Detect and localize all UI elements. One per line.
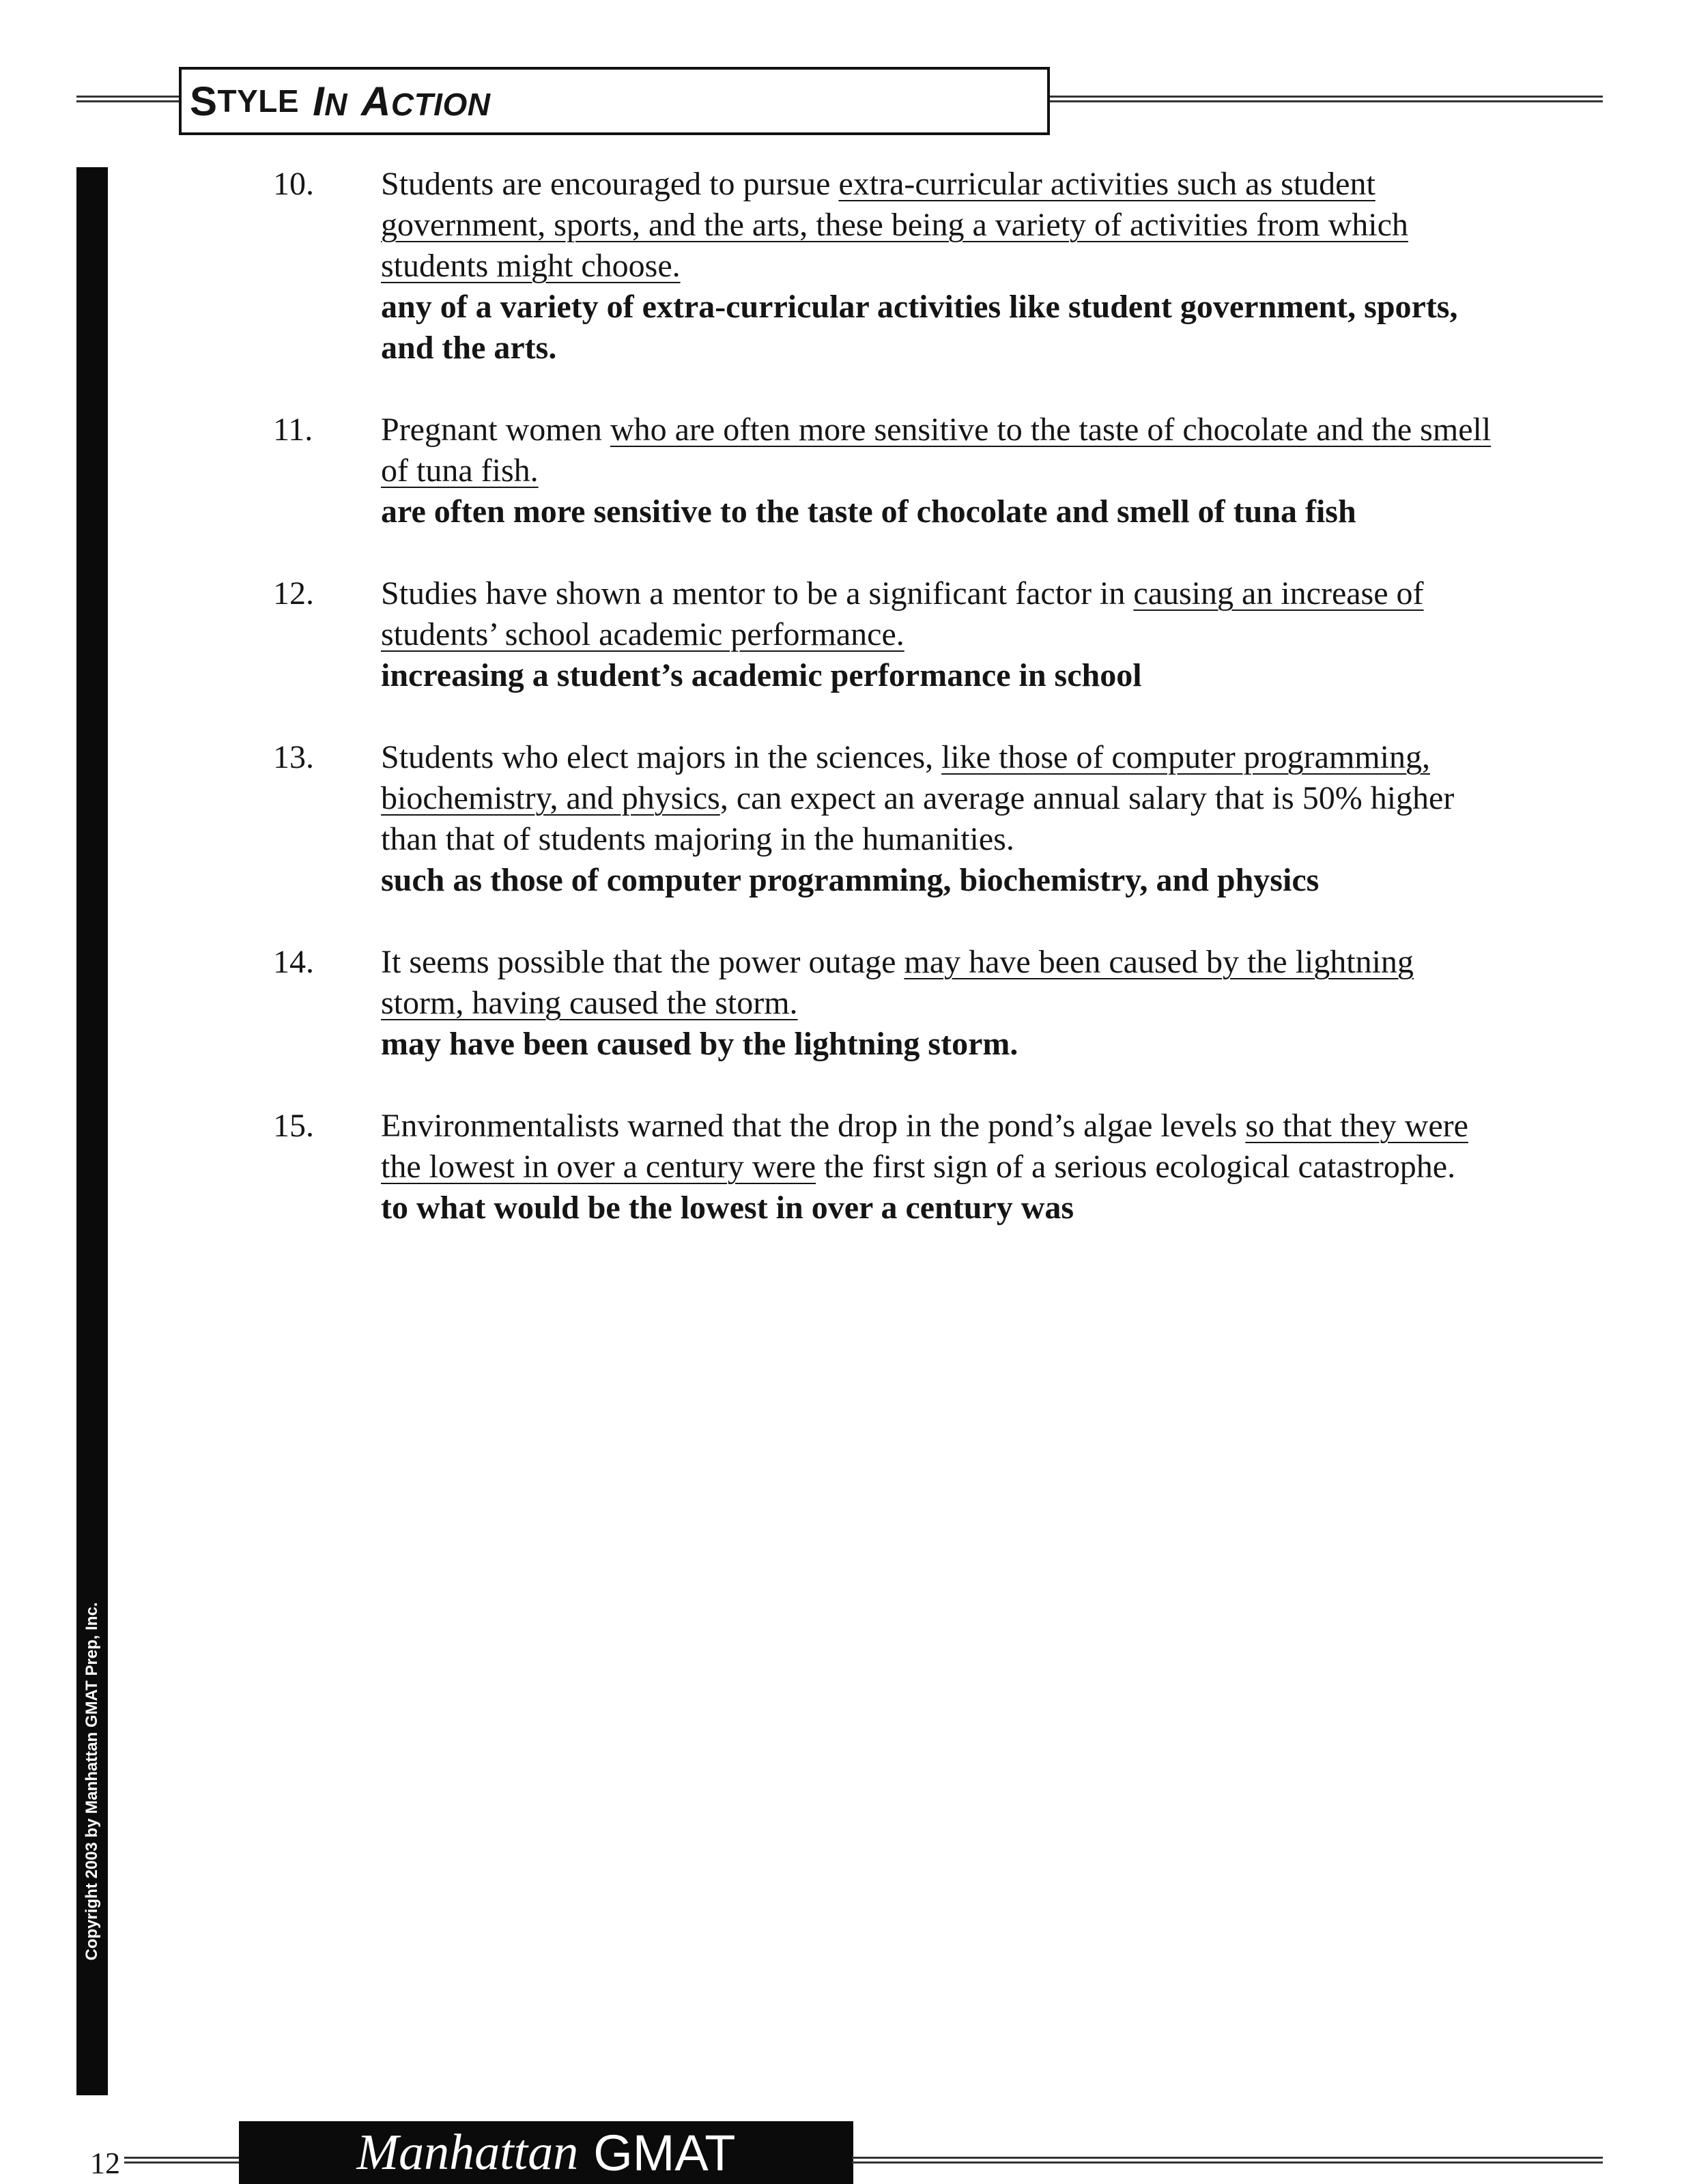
answer-text: such as those of computer programming, biochemistry, and physics: [381, 862, 1320, 898]
question-text: [381, 164, 1500, 287]
question-plain: Students who elect majors in the sciences,: [381, 739, 942, 775]
title-rest-tyle: TYLE: [217, 83, 300, 119]
logo-manhattan: Manhattan: [356, 2124, 579, 2181]
question-text: [381, 410, 1500, 491]
question-text: [381, 1106, 1500, 1188]
header-rule-right: [1049, 96, 1603, 102]
question-plain: Studies have shown a mentor to be a significant factor in: [381, 575, 1134, 612]
title-initial-a: A: [361, 78, 391, 124]
title-action: [361, 78, 490, 125]
header-rule-left: [76, 96, 180, 102]
title-in: [313, 78, 347, 125]
underlined-phrase: extra-curricular activities such as student government, sports, and the arts, these being a variety of activities from which students might choose.: [381, 166, 1408, 284]
answer-text: are often more sensitive to the taste of chocolate and smell of tuna fish: [381, 493, 1356, 530]
item-body: [381, 410, 1500, 532]
section-title-box: [179, 67, 1050, 135]
underlined-phrase: who are often more sensitive to the taste of chocolate and the smell of tuna fish.: [381, 412, 1492, 489]
item-body: [381, 573, 1500, 696]
title-rest-n: N: [324, 86, 347, 122]
item-number: 11.: [273, 412, 313, 448]
question-plain: It seems possible that the power outage: [381, 944, 904, 980]
question-text: [381, 573, 1500, 655]
item-number: 10.: [273, 166, 314, 202]
underlined-phrase: may have been caused by the lightning storm, having caused the storm.: [381, 944, 1414, 1021]
page-number: 12: [90, 2146, 120, 2180]
footer-logo: [239, 2121, 853, 2184]
item-body: [381, 1106, 1500, 1228]
item-body: [381, 164, 1500, 369]
answer-text: increasing a student’s academic performance in school: [381, 657, 1142, 693]
footer-rule-left: [124, 2157, 240, 2164]
underlined-phrase: so that they were the lowest in over a century were: [381, 1108, 1468, 1185]
question-plain: Students are encouraged to pursue: [381, 166, 839, 202]
question-text: [381, 942, 1500, 1024]
answer-text: any of a variety of extra-curricular activities like student government, sports, and the arts.: [381, 289, 1458, 366]
title-rest-ction: CTION: [390, 86, 491, 122]
answer-text: to what would be the lowest in over a century was: [381, 1190, 1074, 1226]
logo-gmat: GMAT: [593, 2124, 736, 2181]
question-plain: Environmentalists warned that the drop in the pond’s algae levels: [381, 1108, 1246, 1144]
item-number: 12.: [273, 575, 314, 612]
item-body: [381, 737, 1500, 901]
question-text: [381, 737, 1500, 860]
underlined-phrase: causing an increase of students’ school academic performance.: [381, 575, 1424, 652]
title-initial-s: S: [190, 78, 218, 124]
item-body: [381, 942, 1500, 1065]
question-plain: , can expect an average annual salary that is 50% higher than that of students majoring in the humanities.: [381, 780, 1455, 857]
question-plain: Pregnant women: [381, 412, 610, 448]
footer-rule-right: [852, 2157, 1603, 2164]
item-number: 13.: [273, 739, 314, 775]
underlined-phrase: like those of computer programming, biochemistry, and physics: [381, 739, 1430, 816]
title-initial-i: I: [313, 78, 325, 124]
item-number: 14.: [273, 944, 314, 980]
item-number: 15.: [273, 1108, 314, 1144]
answer-text: may have been caused by the lightning storm.: [381, 1026, 1018, 1062]
question-plain: the first sign of a serious ecological catastrophe.: [816, 1149, 1456, 1185]
copyright-text: Copyright 2003 by Manhattan GMAT Prep, Inc.: [83, 1602, 101, 1961]
